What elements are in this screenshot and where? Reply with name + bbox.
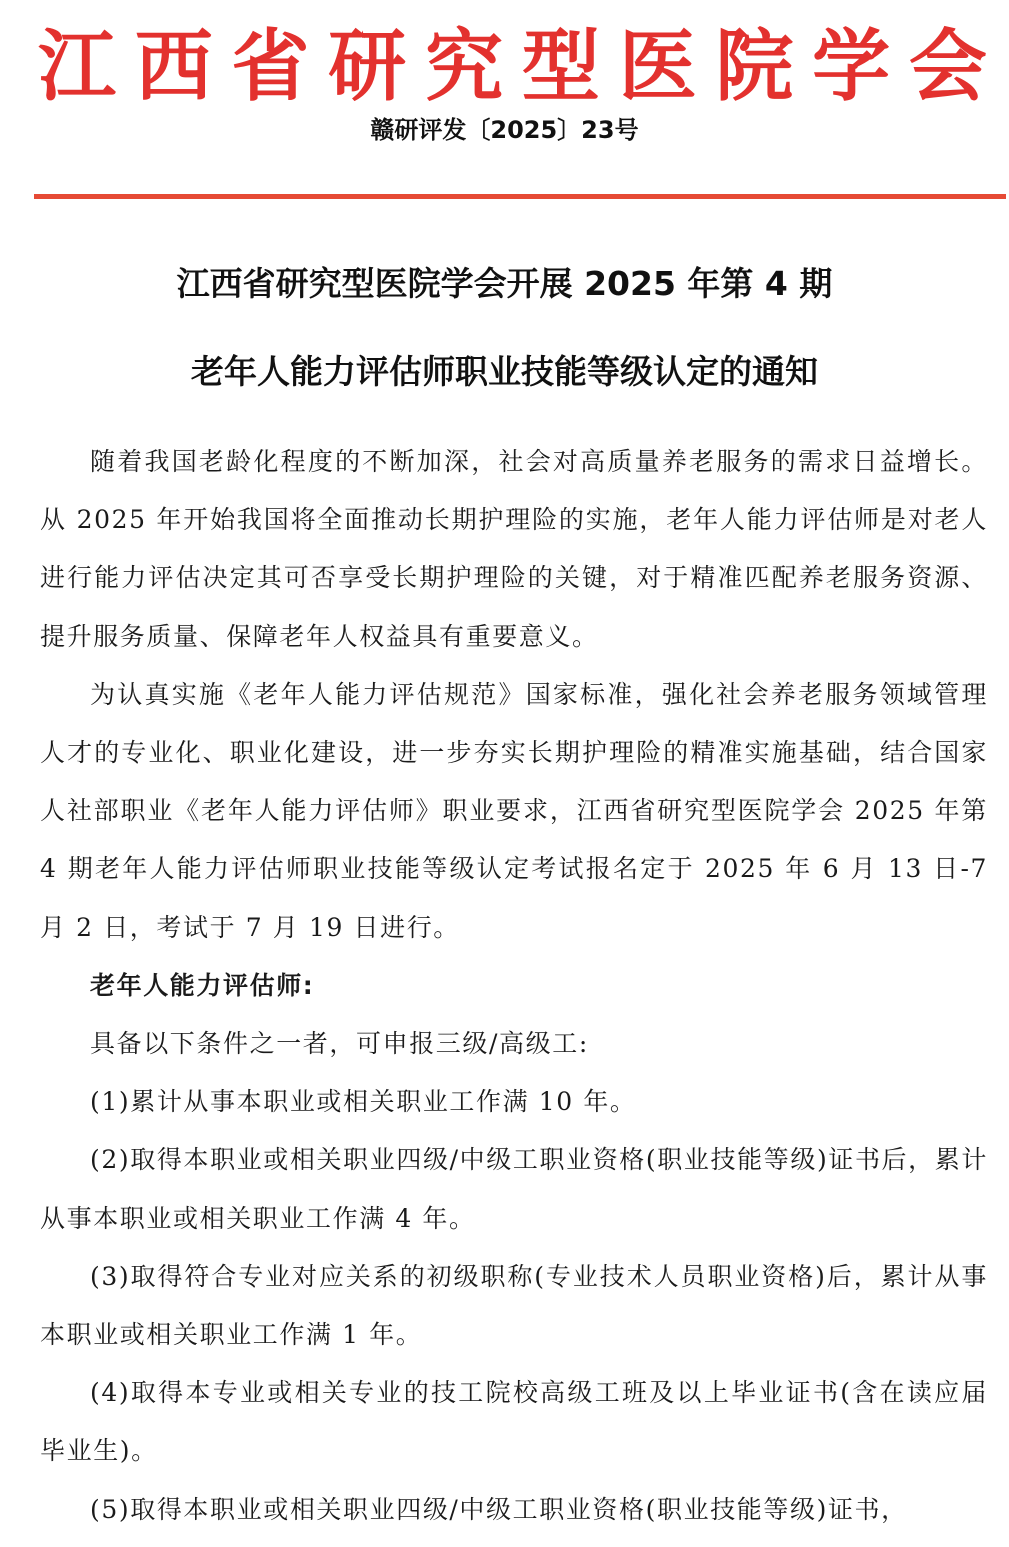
paragraph-background: 随着我国老龄化程度的不断加深，社会对高质量养老服务的需求日益增长。从 2025 年开始我国将全面推动长期护理险的实施，老年人能力评估师是对老人进行能力评估决定其可否享受长期护理险的关键，对于精准匹配养老服务资源、提升服务质量、保障老年人权益具有重要意义。 [40, 447, 988, 651]
org-name-char: 省 [231, 21, 310, 112]
org-name-char: 会 [908, 21, 987, 112]
header-divider [34, 194, 1006, 199]
org-name-char: 学 [812, 21, 891, 112]
org-name-char: 型 [521, 21, 600, 112]
document-number: 赣研评发〔2025〕23号 [370, 116, 639, 144]
notice-body [40, 433, 988, 1539]
notice-title-line-2: 老年人能力评估师职业技能等级认定的通知 [191, 352, 818, 391]
paragraph-exam-schedule: 为认真实施《老年人能力评估规范》国家标准，强化社会养老服务领域管理人才的专业化、职业化建设，进一步夯实长期护理险的精准实施基础，结合国家人社部职业《老年人能力评估师》职业要求，江西省研究型医院学会 2025 年第 4 期老年人能力评估师职业技能等级认定考试报名定于 2025 年 6 月 13 日-7 月 2 日，考试于 7 月 19 日进行。 [40, 679, 988, 942]
condition-item: (5)取得本职业或相关职业四级/中级工职业资格(职业技能等级)证书， [90, 1494, 908, 1524]
org-name-char: 医 [618, 21, 697, 112]
organization-header [0, 22, 1009, 112]
condition-item: (2)取得本职业或相关职业四级/中级工职业资格(职业技能等级)证书后，累计从事本职业或相关职业工作满 4 年。 [40, 1145, 988, 1233]
org-name-char: 院 [715, 21, 794, 112]
org-name-char: 究 [425, 21, 504, 112]
condition-item: (3)取得符合专业对应关系的初级职称(专业技术人员职业资格)后，累计从事本职业或相关职业工作满 1 年。 [40, 1261, 988, 1350]
notice-title-line-1: 江西省研究型医院学会开展 2025 年第 4 期 [176, 264, 833, 303]
condition-item: (4)取得本专业或相关专业的技工院校高级工班及以上毕业证书(含在读应届毕业生)。 [40, 1378, 988, 1466]
condition-item: (1)累计从事本职业或相关职业工作满 10 年。 [90, 1087, 637, 1117]
org-name-char: 西 [134, 21, 213, 112]
section-heading: 老年人能力评估师: [90, 970, 315, 1000]
org-name-char: 研 [328, 21, 407, 112]
condition-intro: 具备以下条件之一者，可申报三级/高级工: [90, 1029, 589, 1059]
org-name-char: 江 [38, 21, 117, 112]
